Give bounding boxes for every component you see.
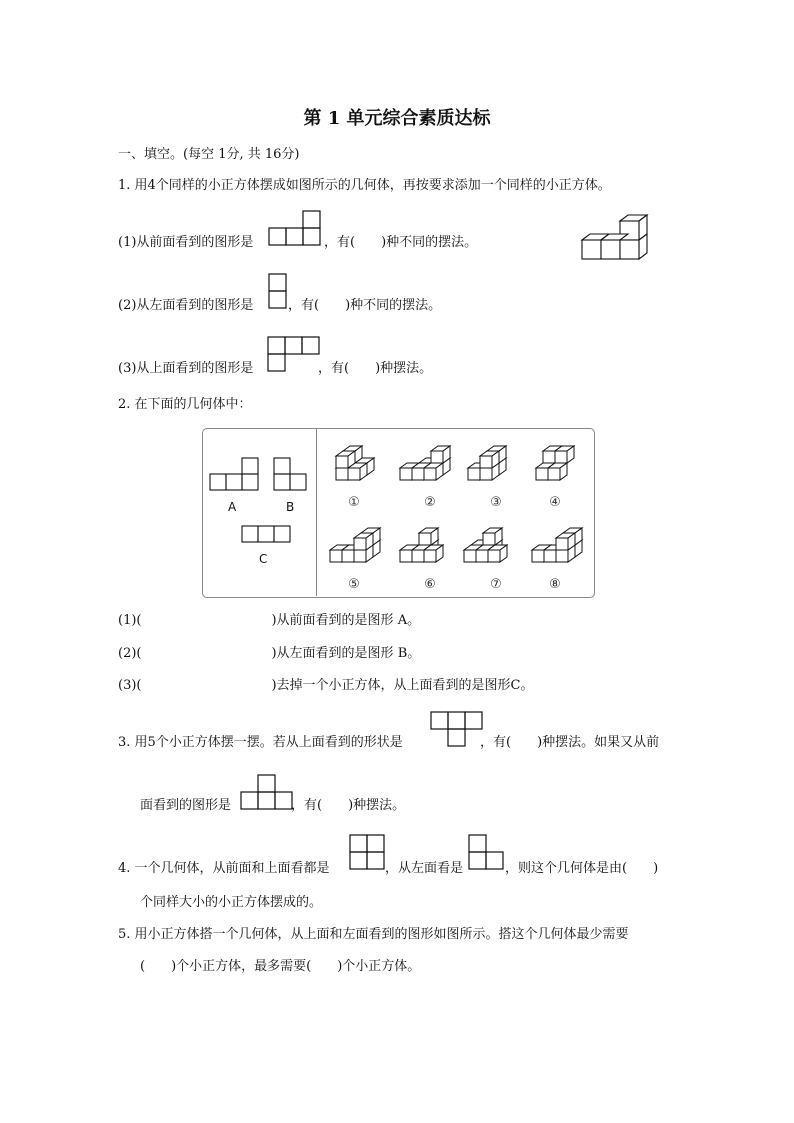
- cube-face: [548, 468, 560, 480]
- solid-8: [532, 528, 582, 562]
- cube-face: [464, 550, 476, 562]
- cube-face: [336, 468, 348, 480]
- question-2-part-2: (2)( )从左面看到的是图形 B。: [118, 646, 421, 661]
- solid-2: [400, 446, 450, 480]
- cube-face: [342, 550, 354, 562]
- cube-face: [424, 550, 436, 562]
- view-c-figure: [240, 524, 294, 546]
- question-3-top-view-figure: [429, 710, 485, 750]
- question-3-text-d: ，有( )种摆法。: [291, 798, 406, 813]
- question-3-text-c: 面看到的图形是: [140, 798, 232, 813]
- solid-label-5: ⑤: [348, 577, 360, 592]
- solid-6: [400, 528, 443, 562]
- cube-face: [556, 550, 568, 562]
- question-4-text-c: ，则这个几何体是由( ): [505, 861, 659, 876]
- cube-face: [543, 451, 555, 463]
- question-1-part-1-text-b: ，有( )种不同的摆法。: [324, 235, 478, 250]
- view-b-label: B: [286, 500, 295, 514]
- figure-box-divider: [316, 429, 317, 596]
- solid-7: [464, 528, 507, 562]
- cube-face: [400, 550, 412, 562]
- solid-label-7: ⑦: [490, 577, 502, 592]
- cube-face: [488, 550, 500, 562]
- question-4-text-d: 个同样大小的小正方体摆成的。: [140, 895, 323, 910]
- question-1-part-1-text-a: (1)从前面看到的图形是: [118, 235, 254, 250]
- question-4-text-a: 4. 一个几何体，从前面和上面看都是: [118, 861, 330, 876]
- view-a-figure: [208, 456, 262, 494]
- question-4-text-b: ，从左面看是: [385, 861, 464, 876]
- question-5-text-a: 5. 用小正方体搭一个几何体，从上面和左面看到的图形如图所示。搭这个几何体最少需要: [118, 927, 629, 942]
- question-2-stem: 2. 在下面的几何体中：: [118, 397, 252, 412]
- cube-face: [336, 456, 348, 468]
- question-3-front-view-figure: [239, 773, 295, 813]
- cube-face: [480, 468, 492, 480]
- question-1-part-2-text-b: ，有( )种不同的摆法。: [288, 298, 442, 313]
- cube-face: [532, 550, 544, 562]
- left-view-figure: [267, 272, 289, 312]
- question-1-part-3-text-b: ，有( )种摆法。: [318, 361, 433, 376]
- view-c-label: C: [259, 552, 268, 566]
- question-2-part-1: (1)( )从前面看到的是图形 A。: [118, 613, 421, 628]
- solid-label-3: ③: [490, 495, 502, 510]
- cube-face: [536, 468, 548, 480]
- cube-face: [412, 550, 424, 562]
- cube-face: [483, 533, 495, 545]
- section-heading: 一、填空。(每空 1分, 共 16分): [118, 147, 300, 162]
- question-3-text-b: ，有( )种摆法。如果又从前: [480, 735, 660, 750]
- cube-face: [354, 538, 366, 550]
- cube-face: [431, 451, 443, 463]
- solids-figure-group: [318, 430, 592, 594]
- solid-label-1: ①: [348, 495, 360, 510]
- question-1-solid-figure: [580, 212, 652, 262]
- question-1-part-3-text-a: (3)从上面看到的图形是: [118, 361, 254, 376]
- cube-face: [480, 456, 492, 468]
- page-title: 第 1 单元综合素质达标: [303, 108, 491, 129]
- solid-4: [536, 446, 574, 480]
- cube-face: [400, 468, 412, 480]
- cube-face: [544, 550, 556, 562]
- question-1-stem: 1. 用4个同样的小正方体摆成如图所示的几何体，再按要求添加一个同样的小正方体。: [118, 178, 611, 193]
- cube-face: [348, 468, 360, 480]
- cube-face: [476, 550, 488, 562]
- view-a-label: A: [228, 500, 237, 514]
- cube-face: [354, 550, 366, 562]
- front-view-figure: [268, 208, 324, 248]
- question-4-left-view-figure: [467, 833, 507, 873]
- question-1-part-2-text-a: (2)从左面看到的图形是: [118, 298, 254, 313]
- solid-5: [330, 528, 380, 562]
- view-b-figure: [272, 456, 310, 494]
- question-3-text-a: 3. 用5个小正方体摆一摆。若从上面看到的形状是: [118, 735, 403, 750]
- question-2-part-3: (3)( )去掉一个小正方体，从上面看到的是图形C。: [118, 678, 534, 693]
- cube-face: [419, 533, 431, 545]
- cube-face: [330, 550, 342, 562]
- solid-label-2: ②: [424, 495, 436, 510]
- cube-face: [468, 468, 480, 480]
- question-4-front-top-view-figure: [348, 833, 388, 873]
- cube-face: [555, 451, 567, 463]
- cube-face: [424, 468, 436, 480]
- solid-label-4: ④: [549, 495, 561, 510]
- question-5-text-b: ( )个小正方体，最多需要( )个小正方体。: [140, 959, 421, 974]
- solid-3: [468, 446, 506, 480]
- top-view-figure: [266, 335, 322, 375]
- cube-face: [412, 468, 424, 480]
- solid-label-8: ⑧: [549, 577, 561, 592]
- solid-1: [336, 446, 374, 480]
- solid-label-6: ⑥: [424, 577, 436, 592]
- cube-face: [556, 538, 568, 550]
